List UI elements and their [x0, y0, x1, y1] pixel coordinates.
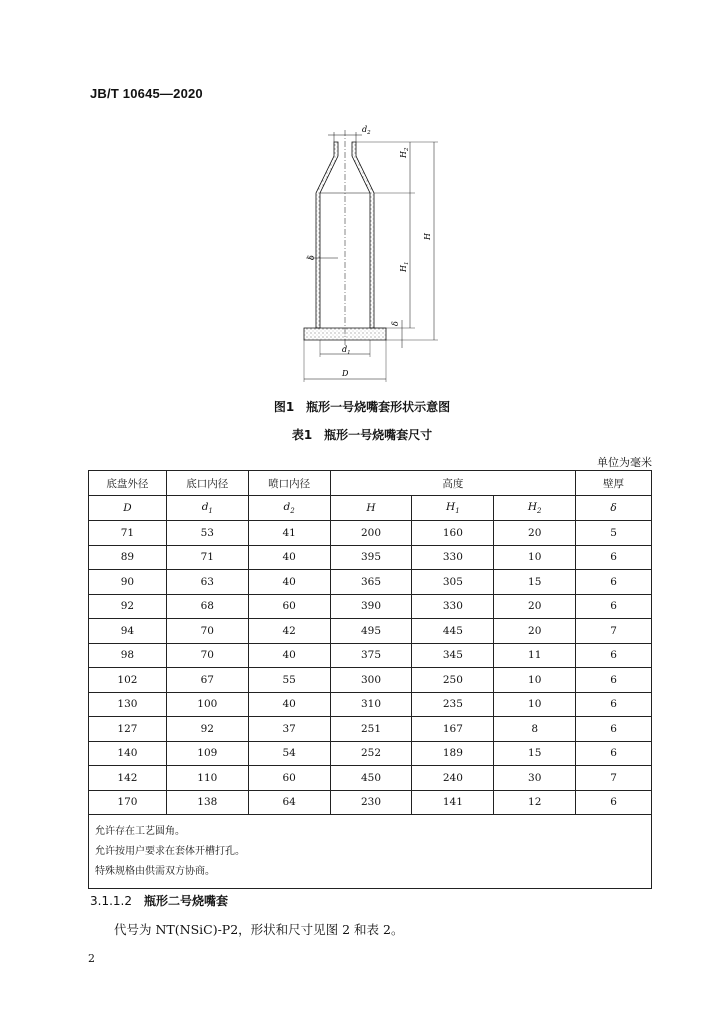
table-cell: 8 — [494, 717, 576, 742]
table-cell: 68 — [166, 594, 248, 619]
table-row — [89, 717, 652, 742]
table-row — [89, 545, 652, 570]
section-title: 瓶形二号烧嘴套 — [143, 894, 228, 908]
label-H: H — [423, 233, 432, 240]
table-cell: 20 — [494, 619, 576, 644]
header-nozzle-inner: 喷口内径 — [248, 471, 330, 496]
table-cell: 141 — [412, 790, 494, 815]
table-cell: 20 — [494, 594, 576, 619]
table-cell: 102 — [89, 668, 167, 693]
table-cell: 89 — [89, 545, 167, 570]
table-cell: 100 — [166, 692, 248, 717]
table-cell: 40 — [248, 570, 330, 595]
table-cell: 495 — [330, 619, 412, 644]
table-cell: 7 — [576, 766, 652, 791]
dimensions-table — [88, 470, 652, 889]
table-cell: 98 — [89, 643, 167, 668]
table-cell: 53 — [166, 521, 248, 546]
table-cell: 37 — [248, 717, 330, 742]
header-outer-dia: 底盘外径 — [89, 471, 167, 496]
header-row-1 — [89, 471, 652, 496]
header-H1: $H_1$ — [412, 496, 494, 521]
table-cell: 70 — [166, 643, 248, 668]
header-wall: 壁厚 — [576, 471, 652, 496]
table-cell: 110 — [166, 766, 248, 791]
table-cell: 251 — [330, 717, 412, 742]
table-cell: 90 — [89, 570, 167, 595]
label-delta-wall: δ — [307, 255, 316, 260]
table-cell: 345 — [412, 643, 494, 668]
table-cell: 10 — [494, 545, 576, 570]
burner-sleeve-diagram — [290, 120, 450, 385]
table-cell: 6 — [576, 790, 652, 815]
table-row — [89, 692, 652, 717]
label-d2: $d_2$ — [362, 125, 371, 136]
table-cell: 6 — [576, 668, 652, 693]
table-cell: 200 — [330, 521, 412, 546]
table-row — [89, 570, 652, 595]
table-cell: 30 — [494, 766, 576, 791]
table-cell: 5 — [576, 521, 652, 546]
unit-note: 单位为毫米 — [597, 456, 652, 469]
table-cell: 10 — [494, 668, 576, 693]
table-cell: 250 — [412, 668, 494, 693]
table-cell: 40 — [248, 692, 330, 717]
table-cell: 6 — [576, 643, 652, 668]
table-row — [89, 619, 652, 644]
table-cell: 6 — [576, 594, 652, 619]
table-row — [89, 790, 652, 815]
header-d1: $d_1$ — [166, 496, 248, 521]
header-H2: $H_2$ — [494, 496, 576, 521]
table-cell: 94 — [89, 619, 167, 644]
table-cell: 375 — [330, 643, 412, 668]
table-cell: 445 — [412, 619, 494, 644]
header-delta: δ — [576, 496, 652, 521]
label-D: D — [342, 369, 349, 378]
table-cell: 54 — [248, 741, 330, 766]
table-cell: 142 — [89, 766, 167, 791]
table-cell: 240 — [412, 766, 494, 791]
table-cell: 390 — [330, 594, 412, 619]
table-cell: 330 — [412, 545, 494, 570]
table-body — [89, 521, 652, 815]
page-number: 2 — [88, 952, 95, 965]
table-cell: 12 — [494, 790, 576, 815]
header-H: H — [330, 496, 412, 521]
table-cell: 15 — [494, 570, 576, 595]
table-cell: 6 — [576, 741, 652, 766]
table-row — [89, 521, 652, 546]
table-cell: 450 — [330, 766, 412, 791]
table-cell: 60 — [248, 766, 330, 791]
table-cell: 230 — [330, 790, 412, 815]
notes-row — [89, 815, 652, 889]
body-paragraph: 代号为 NT(NSiC)-P2，形状和尺寸见图 2 和表 2。 — [114, 922, 404, 937]
label-delta-base: δ — [391, 321, 400, 326]
table-row — [89, 594, 652, 619]
table-cell: 167 — [412, 717, 494, 742]
header-d2: $d_2$ — [248, 496, 330, 521]
table-cell: 20 — [494, 521, 576, 546]
table-cell: 252 — [330, 741, 412, 766]
table-cell: 365 — [330, 570, 412, 595]
table-cell: 71 — [89, 521, 167, 546]
table-cell: 170 — [89, 790, 167, 815]
table-row — [89, 766, 652, 791]
table-cell: 64 — [248, 790, 330, 815]
header-D: D — [89, 496, 167, 521]
note-item: 允许存在工艺圆角。 — [95, 826, 185, 837]
table-caption: 表1 瓶形一号烧嘴套尺寸 — [291, 428, 433, 442]
table-cell: 300 — [330, 668, 412, 693]
label-H2: $H_2$ — [399, 147, 410, 158]
table-cell: 310 — [330, 692, 412, 717]
table-cell: 109 — [166, 741, 248, 766]
table-cell: 71 — [166, 545, 248, 570]
table-cell: 127 — [89, 717, 167, 742]
table-cell: 60 — [248, 594, 330, 619]
header-row-2 — [89, 496, 652, 521]
table-cell: 70 — [166, 619, 248, 644]
table-row — [89, 643, 652, 668]
table-cell: 41 — [248, 521, 330, 546]
table-notes — [89, 815, 652, 889]
table-cell: 15 — [494, 741, 576, 766]
table-cell: 6 — [576, 545, 652, 570]
table-cell: 6 — [576, 692, 652, 717]
table-cell: 10 — [494, 692, 576, 717]
table-cell: 130 — [89, 692, 167, 717]
table-row — [89, 668, 652, 693]
label-d1: $d_1$ — [342, 345, 351, 356]
section-number: 3.1.1.2 — [90, 894, 132, 908]
note-item: 特殊规格由供需双方协商。 — [95, 866, 215, 877]
table-row — [89, 741, 652, 766]
table-cell: 6 — [576, 717, 652, 742]
label-H1: $H_1$ — [399, 261, 410, 272]
table-cell: 92 — [166, 717, 248, 742]
note-item: 允许按用户要求在套体开槽打孔。 — [95, 846, 245, 857]
table-cell: 63 — [166, 570, 248, 595]
table-cell: 330 — [412, 594, 494, 619]
section-heading — [90, 892, 228, 909]
header-base-inner: 底口内径 — [166, 471, 248, 496]
table-cell: 42 — [248, 619, 330, 644]
table-cell: 92 — [89, 594, 167, 619]
table-cell: 138 — [166, 790, 248, 815]
table-cell: 140 — [89, 741, 167, 766]
table-cell: 6 — [576, 570, 652, 595]
table-cell: 40 — [248, 643, 330, 668]
table-cell: 55 — [248, 668, 330, 693]
figure-caption: 图1 瓶形一号烧嘴套形状示意图 — [273, 400, 451, 414]
table-cell: 7 — [576, 619, 652, 644]
header-height: 高度 — [330, 471, 576, 496]
table-cell: 160 — [412, 521, 494, 546]
table-cell: 235 — [412, 692, 494, 717]
table-cell: 189 — [412, 741, 494, 766]
table-cell: 395 — [330, 545, 412, 570]
standard-code: JB/T 10645—2020 — [90, 86, 203, 101]
table-cell: 305 — [412, 570, 494, 595]
table-cell: 11 — [494, 643, 576, 668]
table-cell: 67 — [166, 668, 248, 693]
table-cell: 40 — [248, 545, 330, 570]
